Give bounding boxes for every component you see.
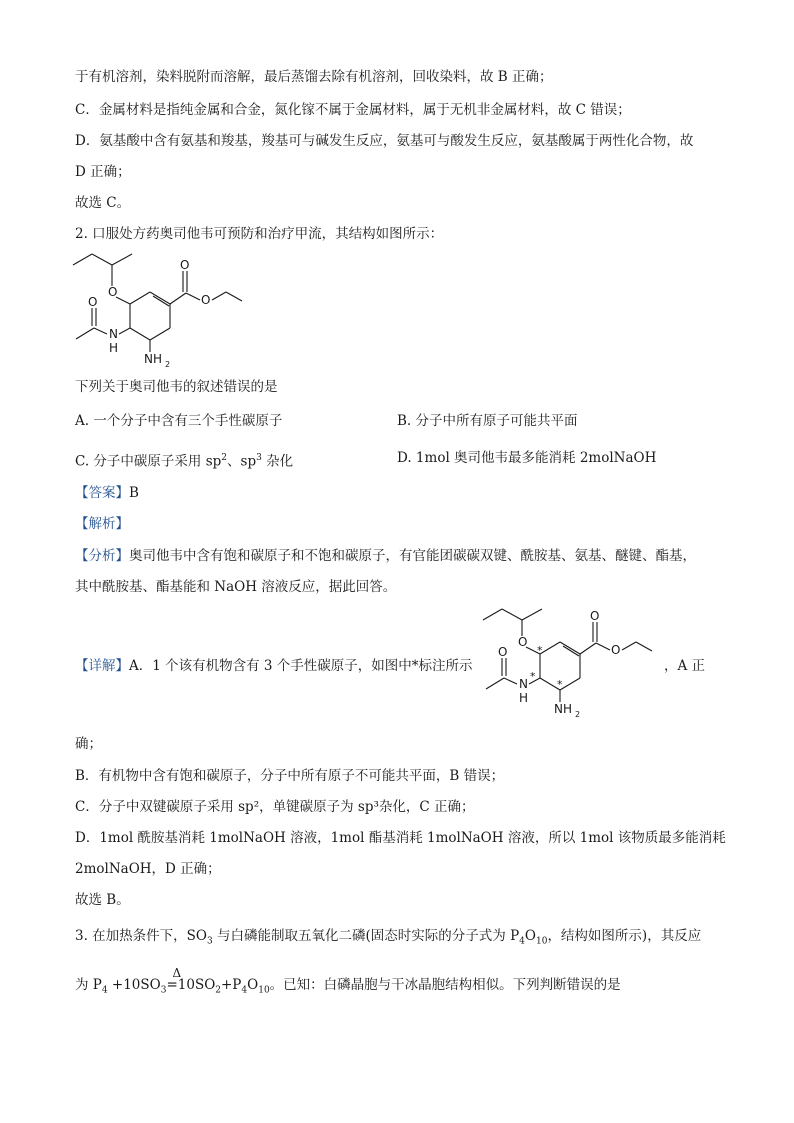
- prev-option-c: C．金属材料是指纯金属和合金，氮化镓不属于金属材料，属于无机非金属材料，故 C 错误；: [75, 102, 631, 118]
- q2-option-a: A. 一个分子中含有三个手性碳原子: [75, 413, 283, 429]
- chiral-star-2: *: [530, 670, 536, 683]
- q2-conclusion: 故选 B。: [75, 892, 130, 908]
- mol-n-amide: N: [109, 327, 118, 341]
- q2-detail-a-tail: ，A 正: [664, 658, 706, 674]
- svg-text:NH: NH: [554, 702, 572, 716]
- prev-option-d-line1: D．氨基酸中含有氨基和羧基，羧基可与碱发生反应，氨基可与酸发生反应，氨基酸属于两性化合物，故: [75, 133, 694, 149]
- q2-fenxi-line2: 其中酰胺基、酯基能和 NaOH 溶液反应，据此回答。: [75, 579, 397, 595]
- svg-text:O: O: [590, 609, 600, 623]
- q2-prompt: 下列关于奥司他韦的叙述错误的是: [75, 379, 278, 395]
- mol-nh2: NH: [144, 352, 162, 366]
- mol-o-ether: O: [108, 285, 118, 299]
- q2-detail-d-line2: 2molNaOH，D 正确；: [75, 861, 221, 877]
- svg-text:O: O: [518, 635, 528, 649]
- q2-analysis-tag: 【解析】: [75, 516, 129, 532]
- q2-fenxi-line1: 【分析】奥司他韦中含有饱和碳原子和不饱和碳原子，有官能团碳碳双键、酰胺基、氨基、醚键、酯基，: [75, 548, 696, 564]
- q2-detail-a-line2: 确；: [75, 736, 102, 752]
- q3-equation-line: 为 $P_4 +10SO_3$ Δ $=10SO_2+P_4O_{10}$。已知：白磷晶胞与干冰晶胞结构相似。下列判断错误的是: [75, 966, 621, 996]
- svg-text:H: H: [519, 691, 529, 705]
- mol-nh2-subscript: 2: [165, 360, 171, 369]
- svg-text:O: O: [498, 645, 508, 659]
- oseltamivir-structure: [70, 248, 250, 370]
- q2-detail-d-line1: D．1mol 酰胺基消耗 1molNaOH 溶液，1mol 酯基消耗 1molNaOH 溶液，所以 1mol 该物质最多能消耗: [75, 830, 726, 846]
- svg-text:2: 2: [575, 710, 581, 719]
- q2-answer: 【答案】B: [75, 485, 139, 501]
- q2-option-b: B. 分子中所有原子可能共平面: [397, 413, 578, 429]
- mol-h-amide: H: [109, 341, 119, 355]
- prev-conclusion: 故选 C。: [75, 195, 131, 211]
- q2-stem: 2. 口服处方药奥司他韦可预防和治疗甲流，其结构如图所示：: [75, 226, 444, 242]
- mol-o-amide: O: [88, 295, 98, 309]
- heating-arrow: Δ =: [166, 966, 182, 993]
- oseltamivir-structure-starred: [478, 600, 660, 722]
- svg-text:O: O: [611, 643, 621, 657]
- chiral-star-1: *: [537, 644, 543, 657]
- mol-o-ester: O: [201, 293, 211, 307]
- q2-detail-a: 【详解】A．1 个该有机物含有 3 个手性碳原子，如图中*标注所示: [75, 658, 473, 674]
- prev-b-continued: 于有机溶剂，染料脱附而溶解，最后蒸馏去除有机溶剂，回收染料，故 B 正确；: [75, 69, 553, 85]
- q2-detail-b: B．有机物中含有饱和碳原子，分子中所有原子不可能共平面，B 错误；: [75, 768, 505, 784]
- q3-stem-line1: 3. 在加热条件下，$SO_3$ 与白磷能制取五氧化二磷(固态时实际的分子式为 $P_4O_{10}$，结构如图所示)，其反应: [75, 928, 702, 947]
- q2-option-d: D. 1mol 奥司他韦最多能消耗 2molNaOH: [397, 450, 657, 466]
- prev-option-d-line2: D 正确；: [75, 164, 131, 180]
- q2-detail-c: C．分子中双键碳原子采用 sp²，单键碳原子为 sp³杂化，C 正确；: [75, 799, 475, 815]
- chiral-star-3: *: [557, 678, 563, 691]
- svg-text:N: N: [519, 677, 528, 691]
- q2-option-c: C. 分子中碳原子采用 $sp^2$、$sp^3$ 杂化: [75, 453, 294, 470]
- mol-o-carbonyl: O: [180, 258, 190, 272]
